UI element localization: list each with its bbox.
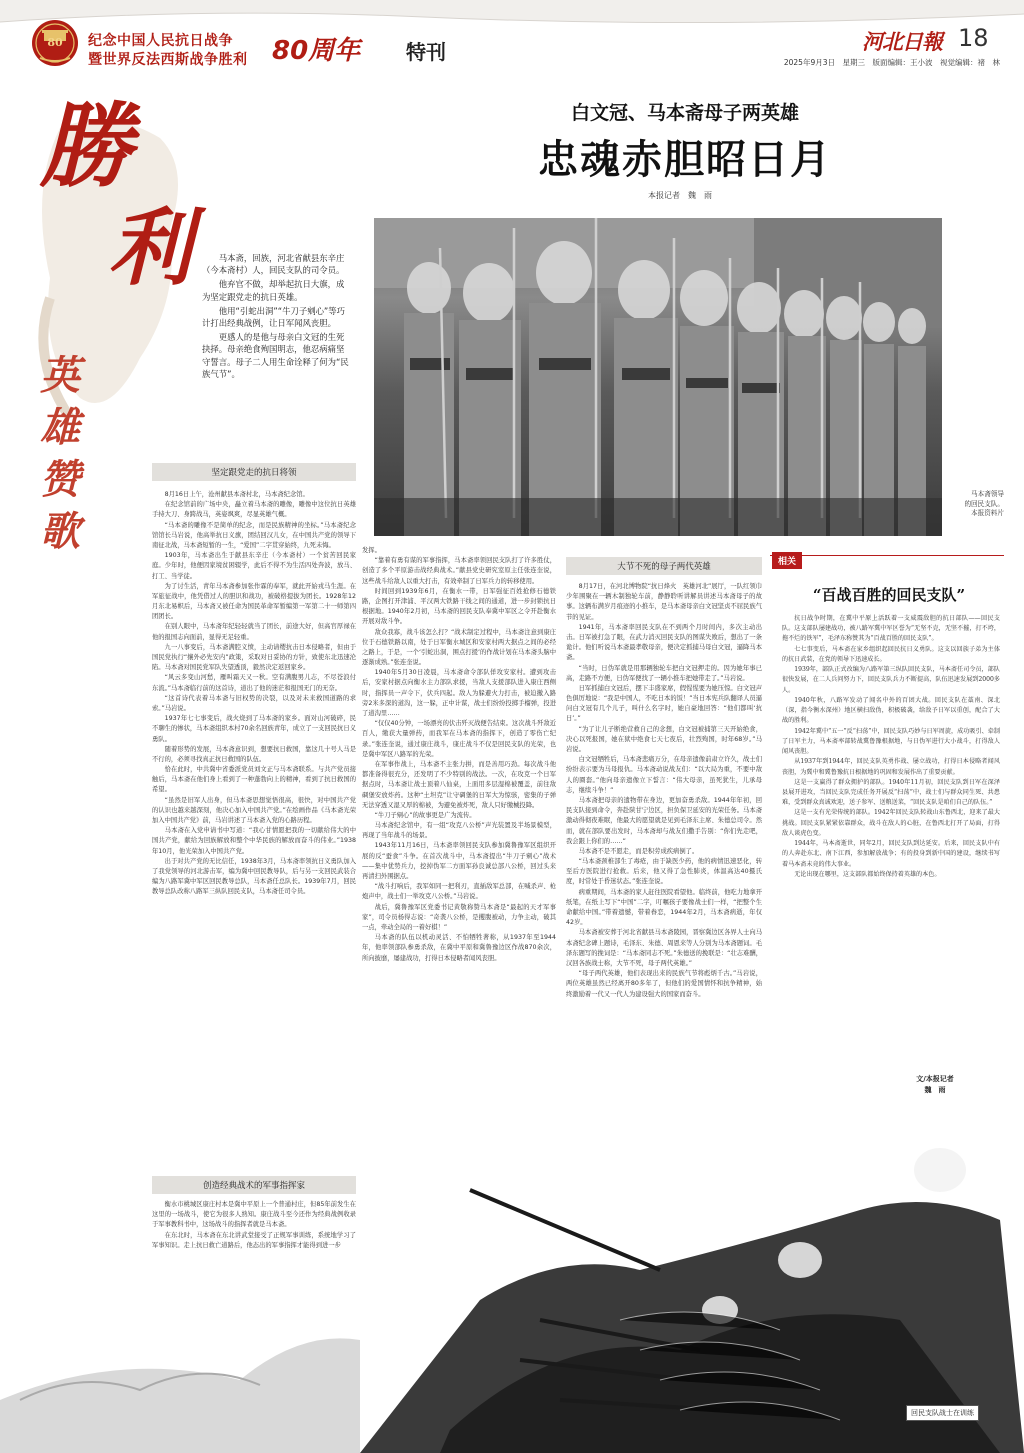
newspaper-logo: 河北日報 [862, 29, 942, 54]
body-para: 衡水市桃城区康庄村本是冀中平原上一个普通村庄，但85年前发生在这里的一场战斗，使它为很多人熟知。康庄战斗至今还作为经典战例收录于军事教科书中，这场战斗的指挥者就是马本斋。 [152, 1201, 356, 1229]
related-title: “百战百胜的回民支队” [812, 586, 966, 604]
related-tag: 相关 [772, 552, 802, 569]
headline-kicker: 白文冠、马本斋母子两英雄 [570, 102, 799, 124]
body-para: “风云多变山河愁，雁叫霜天又一秋。空有满腹男儿志，不尽苍浪付东流。”马本斋临行前的这首诗，道出了他的迷茫和报国无门的无奈。 [152, 674, 356, 692]
body-para: 8月17日，在河北博物院“抗日烽火 英雄河北”展厅，一队红领巾少年围聚在一辆木制独轮车前，静静聆听讲解员讲述马本斋母子的故事。这辆布满岁月痕迹的小推车，是马本斋母亲白文冠坚贞不屈民族气节的见证。 [566, 583, 762, 621]
banner-char-sheng: 勝 [40, 92, 133, 200]
related-para: 从1937年到1944年，回民支队英勇作战、屡立战功，打得日本侵略者闻风丧胆，为冀中和冀鲁豫抗日根据地的巩固和发展作出了重要贡献。 [782, 758, 1000, 776]
related-sign-line: 文/本报记者 [916, 1075, 954, 1083]
headline-main: 忠魂赤胆昭日月 [538, 137, 832, 183]
body-para: 在纪念馆前的广场中央，矗立着马本斋的雕像，雕像中这位抗日英雄手持大刀、身跨战马，英姿飒爽，尽显英雄气概。 [152, 501, 356, 519]
body-para: “战斗打响后，我军如同一把利刃，直插敌军总部，在喊杀声、枪炮声中，战士们一举攻克八公桥。”马岩说。 [362, 883, 556, 901]
byline: 本报记者 魏 雨 [648, 191, 712, 200]
photo-caption [944, 490, 1004, 519]
related-signature [880, 1074, 990, 1095]
banner-char-li: 利 [108, 198, 193, 297]
bottom-illustration-caption: 回民支队战士在训练 [906, 1405, 979, 1421]
intro-summary [202, 252, 350, 380]
body-para: 1941年，马本斋率回民支队在不到两个月时间内，多次主动出击。日军被打急了眼，在武力消灭回民支队的图谋失败后，想出了一条诡计。他们听说马本斋最孝敬母亲，便决定抓捕马母白文冠，逼降马本斋。 [566, 623, 762, 662]
body-para: “虽然是旧军人出身，但马本斋思想觉悟很高，很快，对中国共产党的认识也越来越深刻，他决心加入中国共产党。”在绘画作品《马本斋光荣加入中国共产党》前，马岩讲述了马本斋入党的心路历程。 [152, 796, 356, 824]
body-para: 马本斋被安葬于河北省献县马本斋陵园，晋察冀边区各界人士向马本斋纪念碑上题诗，毛泽东、朱德、周恩来等人分别为马本斋题词。毛泽东题写的挽词是：“马本斋同志不死。”朱德送的挽联是：“壮志难酬，汉回各族战士称，大节不死，母子两代英雄。” [566, 929, 762, 967]
body-para: 日军抓捕白文冠后，摆下丰盛家席，假惺惺要为她压惊。白文冠声色俱厉地说：“我是中国人，不吃日本的饭！”当日本宪兵队翻译人员逼问白文冠有几个儿子，叫什么名字时，她自豪地回答：“他们都叫‘抗日’。” [566, 684, 762, 723]
body-para: 九一八事变后，马本斋满腔义愤，主动请缨抗击日本侵略者，但由于国民党执行“攘外必先安内”政策，采取对日妥协的方针，致使东北迅速沦陷。马本斋对国民党军队失望透顶，毅然决定返回家乡。 [152, 643, 356, 672]
soldiers-photo-illustration [374, 218, 942, 536]
related-para: 这是一支有光荣传统的部队。1942年回民支队转战山东鲁西北，迎来了最大挑战。回民支队紧紧依靠群众，战斗在敌人的心脏，在鲁西北打开了局面，打得敌人谈虎色变。 [782, 809, 1000, 837]
intro-para: 马本斋，回族，河北省献县东辛庄（今本斋村）人，回民支队的司令员。 [202, 253, 345, 276]
body-para: 马本斋不是不愿走，而是积劳成疾病倒了。 [578, 847, 699, 855]
intro-para: 他弃官不做，却举起抗日大旗，成为坚定跟党走的抗日英雄。 [202, 279, 345, 302]
emblem-number: 80 [47, 36, 63, 49]
intro-para: 他用“引蛇出洞”“牛刀子剜心”等巧计打出经典战例，让日军闻风丧胆。 [202, 305, 346, 328]
body-para: 恰在此时，中共冀中省委派党员刘文正与马本斋联系。与共产党员接触后，马本斋在他们身上看到了一种蓬勃向上的精神，看到了抗日救国的希望。 [152, 766, 356, 794]
body-para: 马本斋把母亲的遗物带在身边，更加奋勇杀敌。1944年年初，回民支队接到命令，奔赴陕甘宁边区，担负保卫延安的光荣任务。马本斋激动得彻夜难眠，他最大的愿望就是见到毛泽东主席、朱德总司令。然而，就在部队要出发时，马本斋却与战友们撒手告别：“你们先走吧，我会跟上你们的……” [566, 796, 762, 845]
body-para: “仅仅40分钟，一场漂亮的伏击歼灭战便告结束。这次战斗歼敌近百人，缴获大量弹药，而我军在马本斋的指挥下，创造了零伤亡纪录。”张连奎说，通过康庄战斗，康庄战斗不仅是回民支队的光荣，也是冀中军区八路军的光荣。 [362, 720, 556, 758]
body-para: “马本斋颈椎部生了毒疮，由于缺医少药，他的病情迅速恶化，转至后方医院进行抢救。后来，他又得了急性肺炎，体温高达40摄氏度，时常处于昏迷状态。”张连奎说。 [566, 858, 762, 886]
special-issue-label: 特刊 [406, 40, 446, 64]
body-para: 1937年七七事变后，战火烧到了马本斋的家乡。面对山河破碎，民不聊生的惨状，马本斋组织本村70余名回族青年，成立了一支回民抗日义勇队。 [152, 715, 356, 743]
related-para: 这是一支赢得了群众拥护的部队。1940年11月初，回民支队到日军在深泽县展开进攻，当回民支队完成任务开展反“扫荡”中，战士们与群众同生死、共患难，受到群众真诚欢迎，送子参军、送粮送菜，“回民支队是咱们自己的队伍。” [782, 778, 1000, 807]
body-para: 时间回到1939年6月，在衡水一带，日军强征百姓抢修石德铁路，企图打开津浦、平汉两大铁路干线之间的通道，进一步封锁抗日根据地。1940年2月初，马本斋的回民支队奉冀中军区之令开赴衡水开展对敌斗争。 [362, 587, 556, 626]
body-para: 马本斋的队伍以机动灵活、不怕牺牲著称，从1937年至1944年，他率领部队参勇杀敌，在冀中平原和冀鲁豫边区作战870余次，所向披靡，屡建战功，打得日本侵略者闻风丧胆。 [362, 934, 556, 962]
main-photo [374, 218, 942, 536]
banner-char-1: 英 [40, 352, 80, 399]
body-para: 发挥。 [362, 547, 381, 554]
body-para: 病重期间，马本斋的家人赶往医院看望他。临终前，他吃力地拿开纸笔，在纸上写下“中国”二字，叮嘱孩子要像战士们一样，“把整个生命献给中国。”带着遗憾，带着眷恋，1944年2月，马本斋病逝，年仅42岁。 [566, 888, 762, 927]
section-header-1: 坚定跟党走的抗日将领 [152, 463, 356, 481]
banner-column-heroes [40, 350, 100, 558]
section-header-2: 创造经典战术的军事指挥家 [152, 1176, 356, 1194]
body-para: 白文冠牺牲后，马本斋悲痛万分，在母亲遗像前肃立许久，战士们纷纷表示要为马母报仇。马本斋动说战友们：“以大局为重，不要中敌人的圈套。”他向母亲遗像立下誓言：“伟大母亲，虽死犹生，儿承母志，继续斗争！” [566, 756, 762, 794]
body-para: 随着形势的发展，马本斋意识到，想要抗日救国，靠这几十号人马是不行的，必须寻找真正抗日救国的队伍。 [152, 745, 356, 763]
related-sign-name: 魏 雨 [924, 1085, 946, 1094]
body-para: “马本斋的雕像不是简单的纪念，而是民族精神的坐标。”马本斋纪念馆馆长马岩说，他高举抗日义旗，团结回汉儿女，在中国共产党的领导下南征北战，马本斋短暂的一生，“爱国”二字贯穿始终，九死未悔。 [152, 521, 356, 549]
related-para: 无论出现在哪里，这支部队都始终保持着英雄的本色。 [794, 870, 941, 878]
banner-char-3: 赞 [40, 456, 80, 503]
related-para: 抗日战争时期，在冀中平原上活跃着一支威震敌胆的抗日部队——回民支队。这支部队屡建战功，被八路军冀中军区誉为“无坚不克，无坚不摧，打不垮，拖不烂的铁军”，毛泽东称赞其为“百战百胜的回民支队”。 [782, 615, 1000, 643]
related-para: 1944年，马本斋逝世，同年2月，回民支队到达延安。后来，回民支队中有的人奔赴东北、南下江西，参加解放战争；有的投身到新中国的建设，继续书写着马本斋未竟的伟大事业。 [782, 840, 1000, 868]
masthead [0, 0, 1024, 70]
body-para: “靠着有勇有谋的军事指挥，马本斋率领回民支队打了许多胜仗，创造了多个平原游击战经典战术。”献县党史研究室原主任张连奎说，这些战斗给敌人以重大打击，有效牵制了日军兵力的转移使用。 [362, 557, 556, 585]
dateline: 2025年9月3日 星期三 版面编辑：王小波 视觉编辑：褚 林 [783, 58, 1000, 67]
body-para: 马本斋纪念馆中，有一组“攻克八公桥”声光装置及半场景模型，再现了当年战斗的场景。 [362, 822, 556, 840]
body-para: “为了让儿子断绝营救自己的念想，白文冠被捕第三天开始绝食，决心以死报国，她在狱中绝食七天七夜后，壮烈殉国，时年68岁。”马岩说。 [566, 725, 762, 753]
body-para: 为了讨生活，青年马本斋参加张作霖的奉军，就此开始戎马生涯。在军旅征战中，他凭借过人的胆识和战功，被破格提拔为团长。1928年12月东北易帜后，马本斋又被任命为国民革命军暂编第一军第二十一师第四团团长。 [152, 582, 356, 621]
body-para: 在别人眼中，马本斋年纪轻轻就当了团长，前途大好，但高官厚禄在他的报国志向面前，显得无足轻重。 [152, 623, 356, 641]
photo-caption-line: 的回民支队。 [964, 499, 1004, 508]
body-para: 1940年5月30日凌晨，马本斋命令部队佯攻安家村。遭到攻击后，安家村据点向衡水主力部队求援，当敌人支援部队进入康庄西侧时，指挥员一声令下，伏兵四起。敌人为躲避火力打击，被迫撤入路旁2米多深的道沟，这一躲，正中计谋，战士们纷纷投掷手榴弹，投进了道沟里…… [362, 669, 556, 717]
body-para: 马本斋在入党申请书中写道：“我心甘情愿把我的一切献给伟大的中国共产党，献给为回族解放和整个中华民族的解放而奋斗的伟业。”1938年10月，他光荣加入中国共产党。 [152, 827, 356, 855]
page-number: 18 [958, 24, 989, 52]
body-para: 敌众我寡，战斗该怎么打？“战术制定过程中，马本斋注意到康庄位于石德铁路以南，处于日军衡水城区和安家村两大据点之间的必经之路上，于是，一个‘引蛇出洞，围点打援’的作战计划在马本斋头脑中逐渐成熟。”张连奎说。 [362, 628, 556, 667]
intro-para: 更感人的是他与母亲白文冠的生死抉择。母亲绝食殉国明志，他忍病痛坚守誓言。母子二人用生命诠释了何为“民族气节”。 [202, 332, 349, 379]
banner-char-4: 歌 [40, 508, 80, 555]
related-rule [770, 555, 1004, 556]
masthead-line2: 暨世界反法西斯战争胜利 [88, 52, 248, 68]
related-body [782, 614, 1000, 1074]
body-para: 1903年，马本斋出生于献县东辛庄（今本斋村）一个贫苦回民家庭。少年时，他便因家境贫困辍学，此后不得不为生活四处奔波，放马、打工、当学徒。 [152, 552, 356, 580]
section-header-3: 大节不死的母子两代英雄 [566, 557, 762, 575]
masthead-line1: 纪念中国人民抗日战争 [88, 33, 233, 49]
photo-caption-line: 马本斋领导 [971, 490, 1004, 498]
photo-caption-line: 本报资料片 [971, 509, 1004, 518]
body-para: 出于对共产党的无比信任，1938年3月，马本斋率领抗日义勇队加入了我党领导的河北游击军，编为冀中回民教导队，后与另一支回民武装合编为八路军冀中军区回民教导总队，马本斋任总队长。1939年7月，回民教导总队改称八路军三纵队回民支队，马本斋任司令员。 [152, 857, 356, 896]
related-para: 1939年，部队正式改编为八路军第三纵队回民支队，马本斋任司令员，部队很快发展，在二人兵问努力下，回民支队兵力不断提高，队伍迅速发展到2000多人。 [782, 666, 1000, 694]
body-para: 8月16日上午，沧州献县本斋村北，马本斋纪念馆。 [164, 491, 309, 498]
related-para: 1942年冀中“五一”反“扫荡”中，回民支队巧妙与日军周旋，成功吸引、牵制了日军主力，马本斋率部转战冀鲁豫根据地，与日伪军进行大小战斗，打得敌人闻风丧胆。 [782, 727, 1000, 756]
body-para: 在军事作战上，马本斋不主张力拼，而是善用巧劲。每次战斗他都准备得很充分，还发明了不少特别的战法。一次，在攻克一个日军据点时，马本斋让战士顶着八仙桌，上面用多层湿棉被覆盖，前往敌碉堡安放炸药。这种“土坦克”让守碉堡的日军大为惊骇，密集的子弹无法穿透又湿又厚的棉被，为避免被炸死，敌人只好缴械投降。 [362, 760, 556, 809]
body-para: “当时，日伪军就是用那辆独轮车把白文冠押走的。因为她年事已高，走路不方便，日伪军便找了一辆小推车把她带走了。”马岩说。 [566, 664, 762, 682]
body-para: “母子两代英雄，他们表现出来的民族气节将彪炳千古。”马岩说，两位英雄虽然已经离开80多年了，但他们的爱国情怀和抗争精神，始终激励着一代又一代人为建设强大的国家而奋斗。 [566, 970, 762, 998]
banner-char-2: 雄 [40, 404, 80, 451]
body-para: “牛刀子剜心”的故事更是广为流传。 [374, 811, 476, 819]
body-para: 1943年11月16日，马本斋率领回民支队参加冀鲁豫军区组织开展的反“蚕食”斗争。在首次战斗中，马本斋提出“牛刀子剜心”战术——集中优势兵力，挖掉伪军二方面军孙良诚总部八公桥，回过头来再清扫外围据点。 [362, 842, 556, 880]
related-para: 1940年秋，八路军发动了闻名中外的百团大战。回民支队在藁南、深北（深，指今衡水深州）地区横扫敌伪，积极破袭，给敌予日军以重创，配合了大战的胜利。 [782, 696, 1000, 725]
body-para: “这首诗代表着马本斋与旧权势的决裂，以及对未来救国道路的求索。”马岩说。 [152, 694, 356, 712]
woodcut-illustration [0, 1100, 1024, 1453]
body-para: 战后，冀鲁豫军区党委书记黄敬称赞马本斋是“最起的天才军事家”，司令员杨得志说：“奇袭八公桥，是攫腹被动，力争主动，破其一点，牵动全局的一着好棋！” [362, 903, 556, 931]
related-para: 七七事变后，马本斋在家乡组织起回民抗日义勇队。这支以回族子弟为主体的抗日武装，在党的领导下迅速成长。 [782, 645, 1000, 663]
anniversary-80: 80周年 [272, 36, 361, 66]
body-para: 在东北时，马本斋在东北讲武堂接受了正规军事训练，系统地学习了军事知识。走上抗日救亡道路后，他态出的军事指挥才能得到进一步 [152, 1231, 356, 1249]
article-column-1 [152, 490, 356, 1170]
